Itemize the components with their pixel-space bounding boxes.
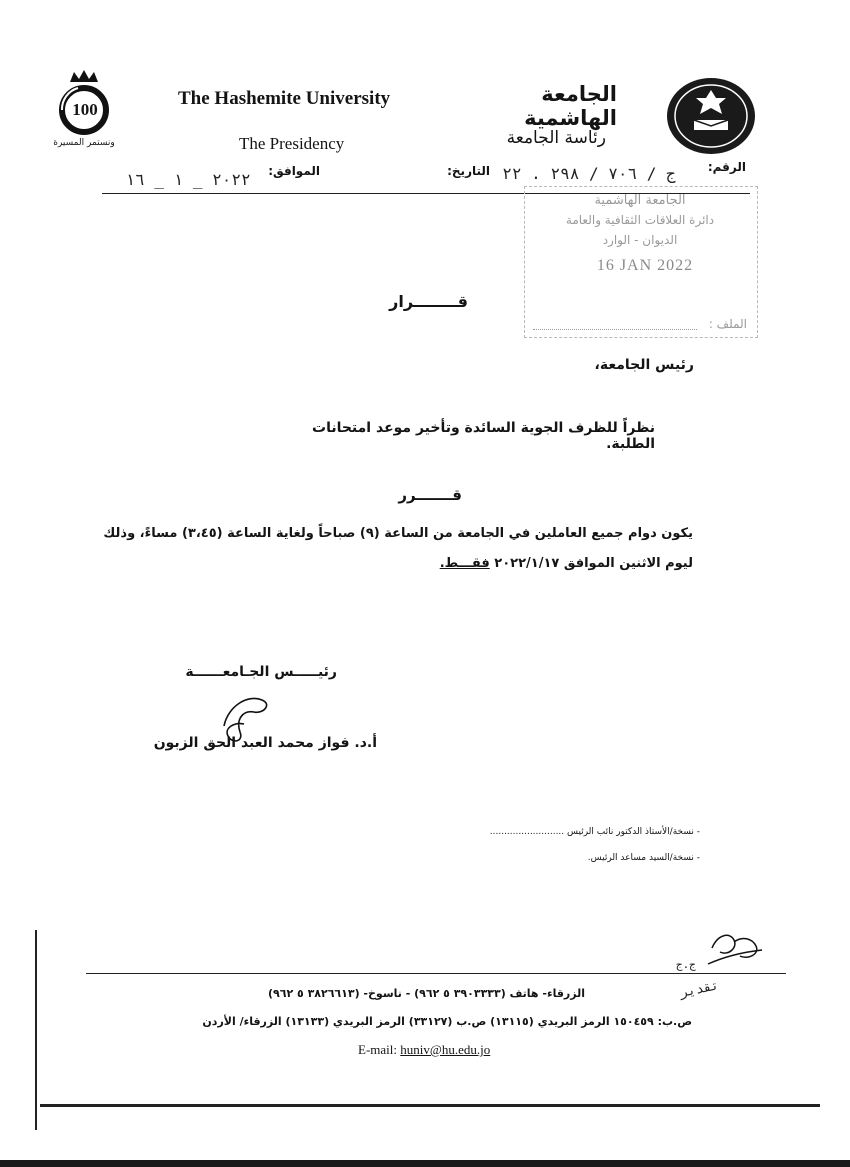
left-margin-mark xyxy=(35,930,37,1130)
copy-line-2: - نسخة/السيد مساعد الرئيس. xyxy=(587,853,700,863)
footer-divider xyxy=(86,973,786,974)
footer-phone: الزرقاء- هاتف (٣٩٠٣٣٣٣ ٥ ٩٦٢) - ناسوخ- (٣٨٢٦٦١٣ ٥ ٩٦٢) xyxy=(267,987,585,1000)
page-bottom-edge xyxy=(0,1160,850,1167)
seal-emblem-icon xyxy=(664,76,758,156)
initials-scribble: تقدير xyxy=(678,978,721,1001)
copy-line-1: - نسخة/الأستاذ الدكتور نائب الرئيس .......................... xyxy=(489,827,700,837)
footer-address: ص.ب: ١٥٠٤٥٩ الرمز البريدي (١٣١١٥) ص.ب (٣٣١٢٧) الرمز البريدي (١٣١٣٣) الزرقاء/ الأردن xyxy=(202,1015,692,1028)
hijri-label: الموافق: xyxy=(268,164,320,178)
incoming-stamp xyxy=(524,186,758,338)
decision-line-1: يكون دوام جميع العاملين في الجامعة من الساعة (٩) صباحاً ولغاية الساعة (٣،٤٥) مساءً، وذلك xyxy=(103,526,693,541)
stamp-file-line xyxy=(533,329,697,330)
university-name-ar: الجامعة الهاشمية xyxy=(524,82,617,130)
decision-title: قــــــــرار xyxy=(389,292,468,311)
email-link[interactable]: huniv@hu.edu.jo xyxy=(400,1042,491,1057)
decision-line-2 xyxy=(300,556,693,571)
signatory-name: أ.د. فواز محمد العبد الحق الزبون xyxy=(153,735,377,751)
stamp-line3: الديوان - الوارد xyxy=(602,233,678,247)
centennial-logo xyxy=(44,68,124,152)
addressee: رئيس الجامعة، xyxy=(594,357,694,373)
presidency-ar: رئاسة الجامعة xyxy=(506,128,606,148)
bottom-rule xyxy=(40,1104,820,1107)
university-seal xyxy=(664,76,758,156)
ref-value: ج / ٧٠٦ / ٢٩٨ . ٢٢ xyxy=(502,164,676,183)
signatory-title: رئيـــــس الجـامعــــــة xyxy=(185,664,337,680)
initial-scribble xyxy=(700,926,766,972)
stamp-file-label: الملف : xyxy=(708,317,747,331)
ref-label: الرقم: xyxy=(707,160,746,174)
centennial-tagline: ونستمر المسيرة xyxy=(53,138,115,148)
email-label: E-mail: xyxy=(358,1042,397,1057)
hijri-value: ٢٠٢٢ _ ١ _ ١٦ xyxy=(125,170,251,189)
stamp-line1: الجامعة الهاشمية xyxy=(594,193,686,208)
date-label: التاريخ: xyxy=(447,164,490,178)
centennial-number: 100 xyxy=(72,100,98,119)
decision-line-2-emphasis: فقـــط. xyxy=(439,556,490,571)
initials-code: ج.ج xyxy=(676,958,696,971)
stamp-line2: دائرة العلاقات الثقافية والعامة xyxy=(565,213,715,227)
reason-text: نظراً للظرف الجوية السائدة وتأخير موعد امتحانات الطلبة. xyxy=(312,420,655,452)
stamp-date: 16 JAN 2022 xyxy=(596,257,694,274)
presidency-en: The Presidency xyxy=(239,134,345,153)
footer-email-row xyxy=(358,1042,490,1058)
university-name-en: The Hashemite University xyxy=(178,88,391,109)
decision-line-2-main: ليوم الاثنين الموافق ٢٠٢٢/١/١٧ xyxy=(494,556,693,571)
decides-heading: قـــــــرر xyxy=(398,486,462,504)
